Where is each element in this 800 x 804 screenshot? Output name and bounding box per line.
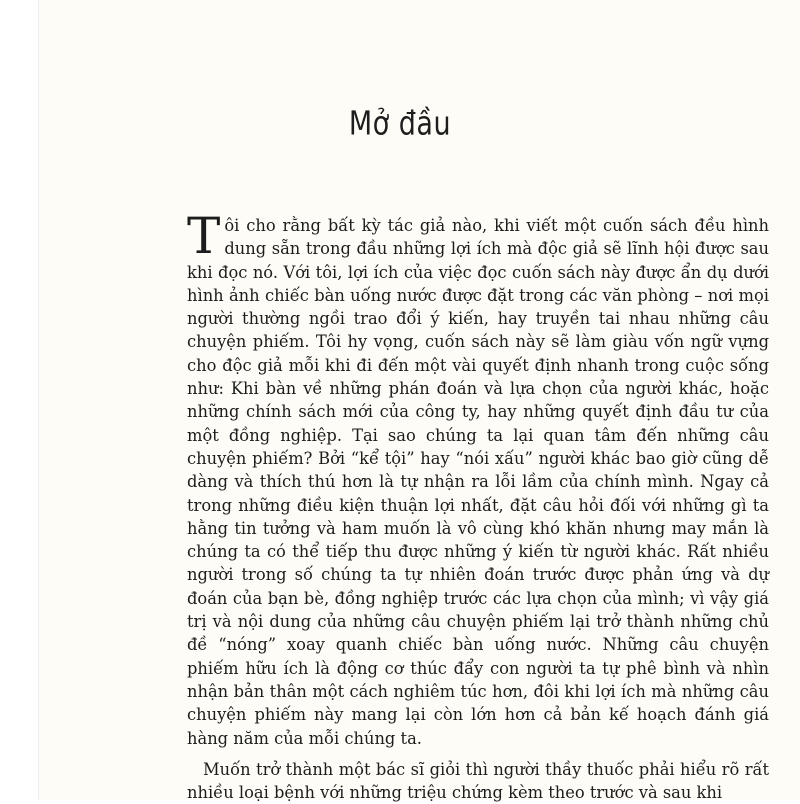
paragraph-text: ôi cho rằng bất kỳ tác giả nào, khi viết một cuốn sách đều hình dung sẵn trong đầu những lợi ích mà độc giả sẽ lĩnh hội được sau khi đọc nó. Với tôi, lợi ích của việc đọc cuốn sách này được ẩn dụ dưới hình ảnh chiếc bàn uống nước được đặt trong các văn phòng – nơi mọi người thường ngồi trao đổi ý kiến, hay truyền tai nhau những câu chuyện phiếm. Tôi hy vọng, cuốn sách này sẽ làm giàu vốn ngữ vựng cho độc giả mỗi khi đi đến một vài quyết định nhanh trong cuộc sống như: Khi bàn về những phán đoán và lựa chọn của người khác, hoặc những chính sách mới của công ty, hay những quyết định đầu tư của một đồng nghiệp. Tại sao chúng ta lại quan tâm đến những câu chuyện phiếm? Bởi “kể tội” hay “nói xấu” người khác bao giờ cũng dễ dàng và thích thú hơn là tự nhận ra lỗi lầm của chính mình. Ngay cả trong những điều kiện thuận lợi nhất, đặt câu hỏi đối với những gì ta hằng tin tưởng và ham muốn là vô cùng khó khăn nhưng may mắn là chúng ta có thể tiếp thu được những ý kiến từ người khác. Rất nhiều người trong số chúng ta tự nhiên đoán trước được phản ứng và dự đoán của bạn bè, đồng nghiệp trước các lựa chọn của mình; vì vậy giá trị và nội dung của những câu chuyện phiếm lại trở thành những chủ đề “nóng” xoay quanh chiếc bàn uống nước. Những câu chuyện phiếm hữu ích là động cơ thúc đẩy con người ta tự phê bình và nhìn nhận bản thân một cách nghiêm túc hơn, đôi khi lợi ích mà những câu chuyện phiếm này mang lại còn lớn hơn cả bản kế hoạch đánh giá hàng năm của mỗi chúng ta.	[187, 216, 769, 748]
drop-cap: T	[187, 207, 221, 265]
paragraph-text: Muốn trở thành một bác sĩ giỏi thì người thầy thuốc phải hiểu rõ rất nhiều loại bệnh với những triệu chứng kèm theo trước và sau khi	[187, 759, 769, 803]
chapter-title: Mở đầu	[348, 105, 452, 143]
paragraph	[187, 207, 769, 750]
chapter-body	[187, 207, 769, 804]
paragraph	[187, 758, 769, 804]
